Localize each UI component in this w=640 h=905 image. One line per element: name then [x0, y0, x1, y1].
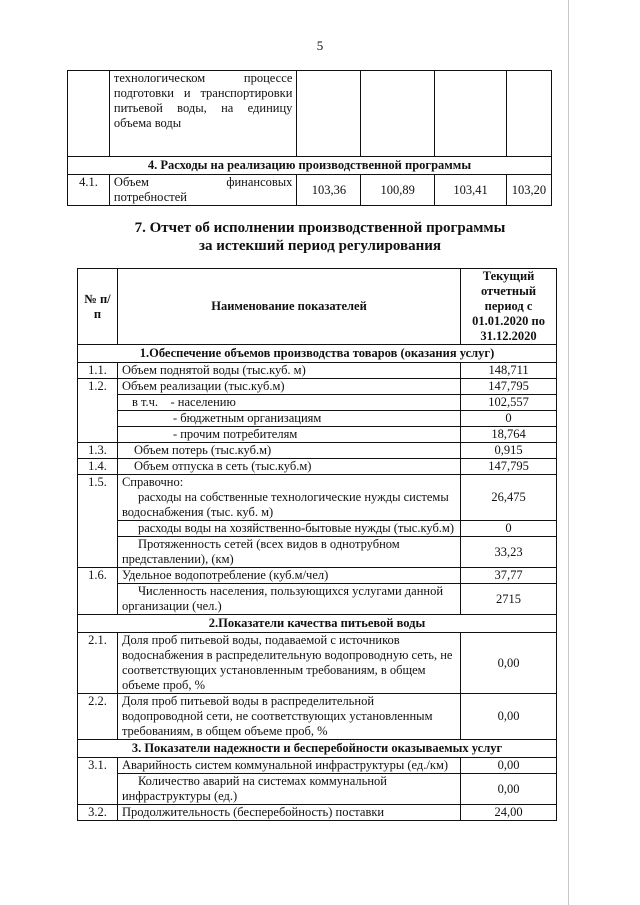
row-name: Объем финансовых потребностей — [109, 175, 297, 206]
row-number: 1.6. — [78, 568, 118, 615]
row-number: 3.1. — [78, 758, 118, 805]
table-row — [78, 395, 557, 411]
header-row — [78, 269, 557, 345]
header-name: Наименование показателей — [117, 269, 460, 345]
row-name: - бюджетным организациям — [117, 411, 460, 427]
row-name: Объем отпуска в сеть (тыс.куб.м) — [117, 459, 460, 475]
table-row — [78, 584, 557, 615]
top-table — [67, 70, 552, 206]
continued-text: технологическом процессе подготовки и транспортировки питьевой воды, на единицу объема воды — [109, 71, 297, 157]
section-row — [78, 345, 557, 363]
header-no: № п/п — [78, 269, 118, 345]
row-number: 1.2. — [78, 379, 118, 443]
row-name: Численность населения, пользующихся услугами данной организации (чел.) — [117, 584, 460, 615]
row-name: Объем потерь (тыс.куб.м) — [117, 443, 460, 459]
row-number: 3.2. — [78, 805, 118, 821]
row-name: Продолжительность (бесперебойность) поставки — [117, 805, 460, 821]
row-name: в т.ч. - населению — [117, 395, 460, 411]
page-edge-line — [568, 0, 569, 905]
row-name: расходы воды на хозяйственно-бытовые нужды (тыс.куб.м) — [117, 521, 460, 537]
table-row — [78, 537, 557, 568]
value-cell: 24,00 — [461, 805, 557, 821]
value-cell: 147,795 — [461, 459, 557, 475]
value-cell: 0,00 — [461, 774, 557, 805]
row-name: Количество аварий на системах коммунальной инфраструктуры (ед.) — [117, 774, 460, 805]
table-row — [78, 379, 557, 395]
table-row — [78, 758, 557, 774]
value-cell: 103,41 — [435, 175, 507, 206]
value-cell: 102,557 — [461, 395, 557, 411]
table-row — [78, 443, 557, 459]
section-heading-line1: 7. Отчет об исполнении производственной программы — [134, 220, 506, 236]
value-cell: 18,764 — [461, 427, 557, 443]
row-name: Объем реализации (тыс.куб.м) — [117, 379, 460, 395]
row-name: - прочим потребителям — [117, 427, 460, 443]
value-cell: 103,36 — [297, 175, 361, 206]
section-3-title: 3. Показатели надежности и бесперебойности оказываемых услуг — [78, 740, 557, 758]
value-cell: 100,89 — [361, 175, 435, 206]
value-cell: 0,00 — [461, 758, 557, 774]
row-name: Доля проб питьевой воды, подаваемой с источников водоснабжения в распределительную водопроводную сеть, не соответствующих установленным требованиям, в общем объеме проб, % — [117, 633, 460, 694]
value-cell: 26,475 — [461, 475, 557, 521]
table-row — [68, 71, 552, 157]
row-number: 2.2. — [78, 694, 118, 740]
section-row — [78, 615, 557, 633]
row-number: 2.1. — [78, 633, 118, 694]
row-number: 1.3. — [78, 443, 118, 459]
value-cell: 0,00 — [461, 633, 557, 694]
table-row — [78, 363, 557, 379]
table-row — [78, 774, 557, 805]
table-row — [78, 633, 557, 694]
header-period: Текущий отчетный период с 01.01.2020 по 31.12.2020 — [461, 269, 557, 345]
row-name: Протяженность сетей (всех видов в однотрубном представлении), (км) — [117, 537, 460, 568]
row-name: Объем поднятой воды (тыс.куб. м) — [117, 363, 460, 379]
value-cell: 0,915 — [461, 443, 557, 459]
value-cell: 0 — [461, 521, 557, 537]
table-row — [78, 411, 557, 427]
row-name: расходы на собственные технологические нужды системы водоснабжения (тыс. куб. м) — [121, 490, 449, 519]
section-4-title: 4. Расходы на реализацию производственной программы — [68, 157, 552, 175]
row-number: 1.5. — [78, 475, 118, 568]
row-name: Удельное водопотребление (куб.м/чел) — [117, 568, 460, 584]
table-row — [78, 475, 557, 521]
table-row — [68, 175, 552, 206]
section-2-title: 2.Показатели качества питьевой воды — [78, 615, 557, 633]
value-cell: 148,711 — [461, 363, 557, 379]
row-name-group — [117, 475, 460, 521]
table-row — [78, 521, 557, 537]
value-cell: 0 — [461, 411, 557, 427]
reference-label: Справочно: — [121, 475, 184, 489]
table-row — [78, 805, 557, 821]
value-cell: 2715 — [461, 584, 557, 615]
row-number: 1.4. — [78, 459, 118, 475]
row-name: Доля проб питьевой воды в распределительной водопроводной сети, не соответствующих установленным требованиям, в общем объеме проб, % — [117, 694, 460, 740]
row-name: Аварийность систем коммунальной инфраструктуры (ед./км) — [117, 758, 460, 774]
table-row — [78, 694, 557, 740]
value-cell: 147,795 — [461, 379, 557, 395]
value-cell: 37,77 — [461, 568, 557, 584]
section-row — [68, 157, 552, 175]
value-cell: 0,00 — [461, 694, 557, 740]
row-number: 1.1. — [78, 363, 118, 379]
table-row — [78, 459, 557, 475]
report-table — [77, 268, 557, 821]
value-cell: 103,20 — [506, 175, 551, 206]
section-1-title: 1.Обеспечение объемов производства товаров (оказания услуг) — [78, 345, 557, 363]
section-heading-line2: за истекший период регулирования — [198, 238, 442, 254]
table-row — [78, 568, 557, 584]
page-number: 5 — [316, 38, 324, 53]
row-number: 4.1. — [68, 175, 110, 206]
value-cell: 33,23 — [461, 537, 557, 568]
section-row — [78, 740, 557, 758]
table-row — [78, 427, 557, 443]
